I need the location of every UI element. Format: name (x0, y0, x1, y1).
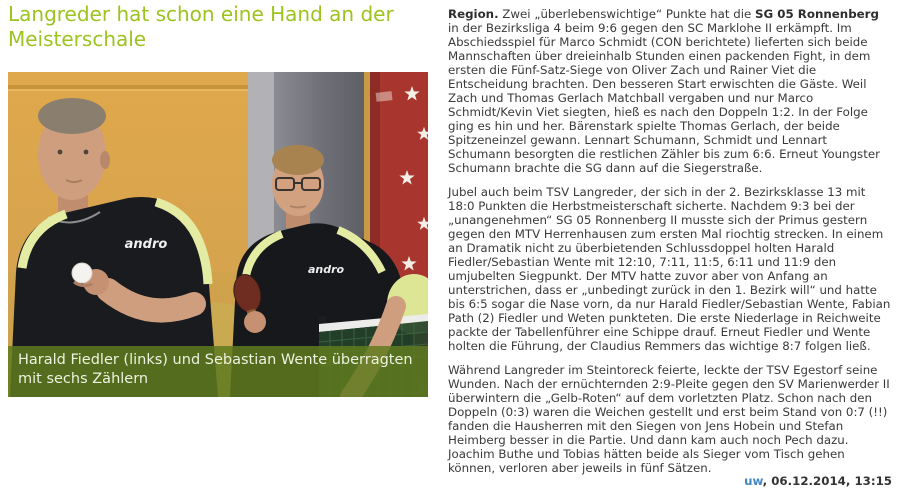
shirt-brand-text: andro (307, 263, 345, 276)
team-name: SG 05 Ronnenberg (755, 7, 879, 21)
article-paragraph: Während Langreder im Steintoreck feierte, leckte der TSV Egestorf seine Wunden. Nach der ernüchternden 2:9-Pleite gegen den SV Marienwerder II überwintern die „Gelb-Roten“ auf dem vorletzten Platz. Schon nach den Doppeln (0:3) waren die Weichen gestellt und erst beim Stand von 0:7 (!!) fanden die Hausherren mit den Siegen von Jens Hobein und Stefan Heimberg besser in die Partie. Und dann kam auch noch Pech dazu. Joachim Buthe und Tobias hätten beide als Sieger vom Tisch gehen können, verloren aber jeweils in fünf Sätzen. (448, 363, 890, 475)
byline-timestamp: , 06.12.2014, 13:15 (762, 474, 892, 488)
article-paragraph (448, 7, 892, 175)
paragraph-text: Zwei „überlebenswichtige“ Punkte hat die (498, 7, 755, 21)
hand (244, 311, 266, 333)
byline (448, 474, 892, 488)
article-body (448, 7, 892, 485)
page-title: Langreder hat schon eine Hand an der Meisterschale (8, 2, 394, 51)
lead-label: Region. (448, 7, 499, 21)
hair (38, 98, 106, 134)
article-photo (8, 72, 428, 397)
shirt-brand-text: andro (124, 237, 168, 252)
photo-caption: Harald Fiedler (links) und Sebastian Wente überragten mit sechs Zählern (8, 346, 428, 397)
ping-pong-ball (72, 263, 92, 283)
article-paragraph: Jubel auch beim TSV Langreder, der sich in der 2. Bezirksklasse 13 mit 18:0 Punkten die Herbstmeisterschaft sicherte. Nachdem 9:3 bei der „unangenehmen“ SG 05 Ronnenberg II musste sich der Primus gestern gegen den MTV Herrenhausen zum ersten Mal riochtig strecken. In einem an Dramatik nicht zu überbietenden Schlussdoppel holten Harald Fiedler/Sebastian Wente mit 12:10, 7:11, 11:5, 6:11 und 11:9 den umjubelten Siegpunkt. Der MTV hatte zuvor aber von Anfang an unterstrichen, dass er „unbedingt zurück in den 1. Bezirk will“ und hatte bis 6:5 sogar die Nase vorn, da nur Harald Fiedler/Sebastian Wente, Fabian Path (2) Fiedler und Weten punkteten. Die erste Niederlage in Reichweite packte der Tabellenführer eine Schippe drauf. Erneut Fiedler und Wente holten die Führung, der Claudius Remmers das wichtige 8:7 folgen ließ. (448, 185, 891, 353)
paragraph-text: in der Bezirksliga 4 beim 9:6 gegen den SC Marklohe II erkämpft. Im Abschiedsspiel für Marco Schmidt (CON berichtete) lieferten sich beide Mannschaften über dreieinhalb Stunden einen packenden Fight, in dem ersten die Fünf-Satz-Siege von Oliver Zach und Rainer Viet die Entscheidung brachten. Den besseren Start erwischten die Gäste. Weil Zach und Thomas Gerlach Matchball vergaben und nur Marco Schmidt/Kevin Viet siegten, hieß es nach den Doppeln 1:2. In der Folge ging es hin und her. Bärenstark spielte Thomas Gerlach, der beide Spitzeneinzel gewann. Lennart Schumann, Schmidt und Lennart Schumann besorgten die restlichen Zähler bis zum 6:6. Erneut Youngster Schumann brachte die SG dann auf die Siegerstraße. (448, 21, 880, 175)
hair (272, 145, 324, 175)
author-link[interactable]: uw (744, 474, 763, 488)
